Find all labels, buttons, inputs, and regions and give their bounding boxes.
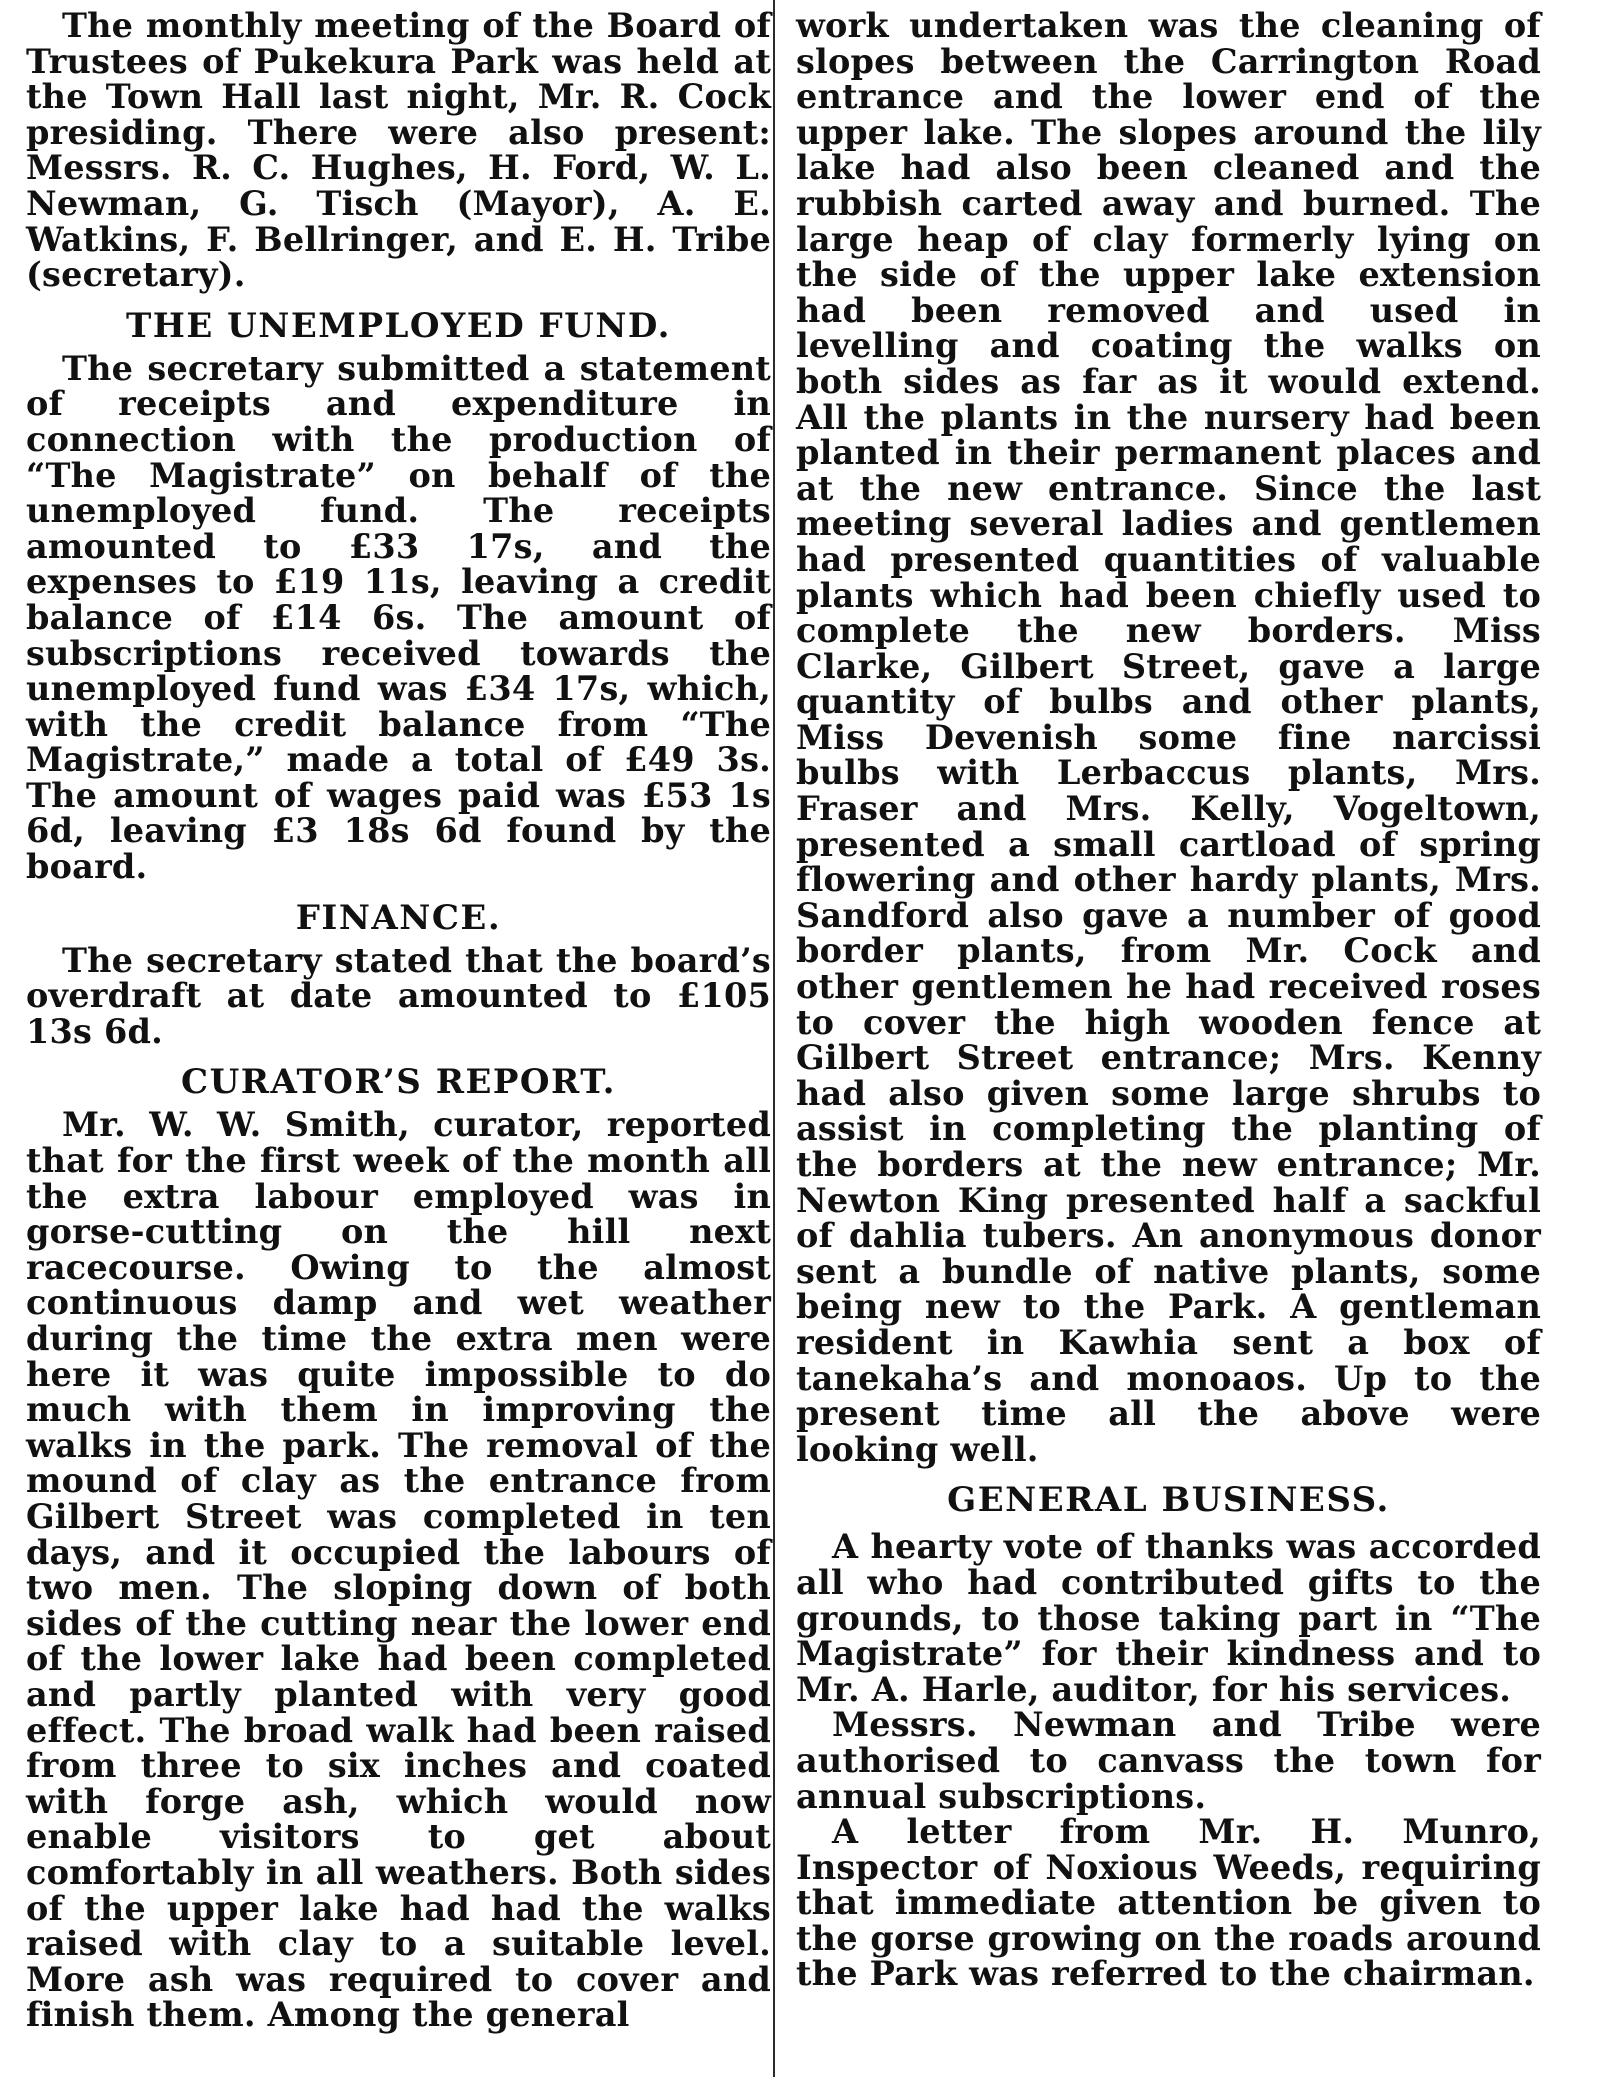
finance-paragraph: The secretary stated that the board’s overdraft at date amounted to £105 13s 6d. (26, 940, 771, 1051)
unemployed-fund-paragraph: The secretary submitted a statement of receipts and expenditure in connection with the production of “The Magistrate” on behalf of the unemployed fund. The receipts amounted to £33 17s, and the expenses to £19 11s, leaving a credit balance of £14 6s. The amount of subscriptions received towards the unemployed fund was £34 17s, which, with the credit balance from “The Magistrate,” made a total of £49 3s. The amount of wages paid was £53 1s 6d, leaving £3 18s 6d found by the board. (26, 348, 771, 887)
curators-report-paragraph: Mr. W. W. Smith, curator, reported that for the first week of the month all the extra labour employed was in gorse-cutting on the hill next racecourse. Owing to the almost continuous damp and wet weather during the time the extra men were here it was quite impossible to do much with them in improving the walks in the park. The removal of the mound of clay as the entrance from Gilbert Street was completed in ten days, and it occupied the labours of two men. The sloping down of both sides of the cutting near the lower end of the lower lake had been completed and partly planted with very good effect. The broad walk had been raised from three to six inches and coated with forge ash, which would now enable visitors to get about comfortably in all weathers. Both sides of the upper lake had had the walks raised with clay to a suitable level. More ash was required to cover and finish them. Among the general (26, 1105, 771, 2035)
heading-general-business: GENERAL BUSINESS. (947, 1480, 1390, 1521)
general-business-paragraph-1: A hearty vote of thanks was accorded all who had contributed gifts to the grounds, to those taking part in “The Magistrate” for their kindness and to Mr. A. Harle, auditor, for his services. (796, 1527, 1541, 1709)
left-column (26, 8, 771, 2033)
heading-finance: FINANCE. (295, 897, 502, 938)
general-business-paragraph-3: A letter from Mr. H. Munro, Inspector of Noxious Weeds, requiring that immediate attention be given to the gorse growing on the roads around the Park was referred to the chairman. (796, 1812, 1541, 1994)
column-divider (773, 0, 775, 2077)
general-business-paragraph-2: Messrs. Newman and Tribe were authorised to canvass the town for annual subscriptions. (796, 1705, 1541, 1816)
intro-paragraph: The monthly meeting of the Board of Trustees of Pukekura Park was held at the Town Hall last night, Mr. R. Cock presiding. There were also present: Messrs. R. C. Hughes, H. Ford, W. L. Newman, G. Tisch (Mayor), A. E. Watkins, F. Bellringer, and E. H. Tribe (secretary). (26, 6, 771, 295)
right-column (796, 8, 1541, 1992)
curators-report-continued: work undertaken was the cleaning of slopes between the Carrington Road entrance and the lower end of the upper lake. The slopes around the lily lake had also been cleaned and the rubbish carted away and burned. The large heap of clay formerly lying on the side of the upper lake extension had been removed and used in levelling and coating the walks on both sides as far as it would extend. All the plants in the nursery had been planted in their permanent places and at the new entrance. Since the last meeting several ladies and gentlemen had presented quantities of valuable plants which had been chiefly used to complete the new borders. Miss Clarke, Gilbert Street, gave a large quantity of bulbs and other plants, Miss Devenish some fine narcissi bulbs with Lerbaccus plants, Mrs. Fraser and Mrs. Kelly, Vogeltown, presented a small cartload of spring flowering and other hardy plants, Mrs. Sandford also gave a number of good border plants, from Mr. Cock and other gentlemen he had received roses to cover the high wooden fence at Gilbert Street entrance; Mrs. Kenny had also given some large shrubs to assist in completing the planting of the borders at the new entrance; Mr. Newton King presented half a sackful of dahlia tubers. An anonymous donor sent a bundle of native plants, some being new to the Park. A gentleman resident in Kawhia sent a box of tanekaha’s and monoaos. Up to the present time all the above were looking well. (796, 6, 1541, 1469)
heading-unemployed-fund: THE UNEMPLOYED FUND. (125, 305, 672, 346)
heading-curators-report: CURATOR’S REPORT. (181, 1062, 616, 1103)
